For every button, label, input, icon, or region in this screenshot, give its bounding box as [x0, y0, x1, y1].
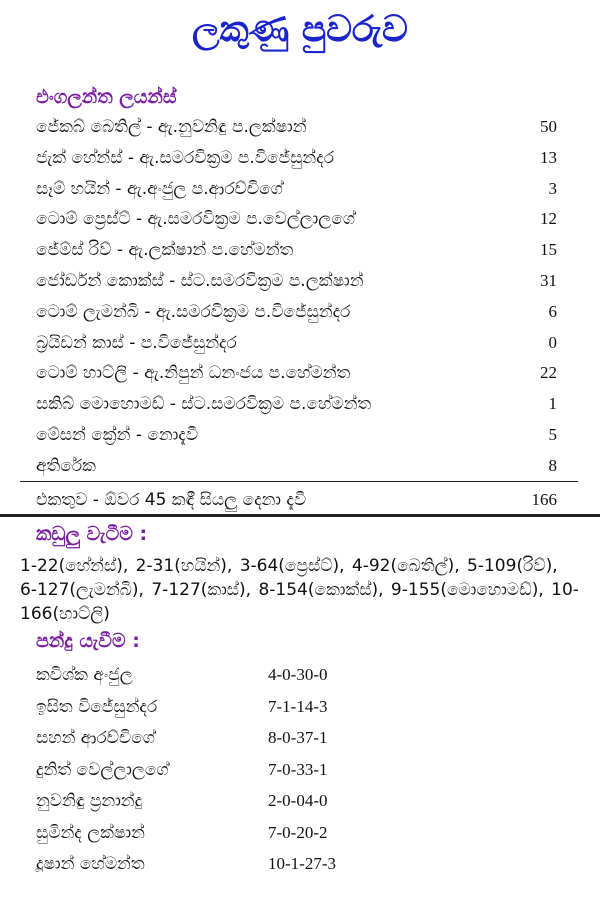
batting-row	[36, 328, 557, 358]
batsman-runs: 6	[548, 301, 557, 321]
batsman-dismissal: මේසන් ක්‍රේන් - නොදැවී	[36, 425, 199, 445]
bowler-figures: 4-0-30-0	[268, 665, 328, 684]
batsman-dismissal: සෑම් හයින් - ඇ.අංජුල ප.ආරච්චිගේ	[36, 178, 283, 199]
batting-row	[36, 235, 557, 265]
bowling-heading: පන්දු යැවීම :	[36, 630, 140, 652]
batsman-runs: 3	[548, 178, 557, 198]
batting-row	[36, 112, 557, 142]
batsman-runs: 12	[540, 209, 557, 229]
batsman-runs: 50	[540, 117, 557, 136]
fow-text: 1-22(හේන්ස්), 2-31(හයින්), 3-64(ප්‍රෙස්ට්), 4-92(බෙතිල්), 5-109(රිව්), 6-127(ලැමන්බි), 7-127(කාස්), 8-154(කොක්ස්), 9-155(මොහොමඩ්), 10-166(හාට්ලි)	[20, 556, 579, 624]
bowler-figures: 7-0-33-1	[268, 759, 328, 779]
total-row	[36, 485, 557, 515]
bowler-figures: 10-1-27-3	[268, 854, 336, 873]
bowler-name: සහන් ආරච්චිගේ	[36, 728, 155, 748]
bowling-row	[36, 692, 556, 722]
batting-row	[36, 143, 557, 173]
batting-row	[36, 266, 557, 296]
batsman-dismissal: බ්‍රයිඩන් කාස් - ප.විජේසුන්දර	[36, 332, 237, 353]
bowling-row	[36, 786, 556, 816]
batting-heading: එංගලන්ත ලයන්ස්	[36, 86, 177, 108]
bowling-row	[36, 755, 556, 785]
batsman-runs: 1	[548, 394, 557, 414]
total-label: එකතුව - ඕවර 45 කඳී සියලු දෙනා දැවී	[36, 490, 307, 510]
batting-row	[36, 420, 557, 450]
bowler-figures: 8-0-37-1	[268, 728, 328, 747]
batsman-dismissal: ජේම්ස් රිව් - ඇ.ලක්ෂාන් ප.හේමන්ත	[36, 240, 294, 261]
batting-row	[36, 389, 557, 419]
batsman-dismissal: ටොම් ප්‍රෙස්ට් - ඇ.සමරවික්‍රම ප.වෙල්ලාලගේ	[36, 209, 355, 230]
page-title: ලකුණු පුවරුව	[192, 9, 408, 50]
batsman-dismissal: ටොම් හාට්ලි - ඇ.නිපුන් ධනංජය ප.හේමන්ත	[36, 363, 351, 384]
batsman-runs: 0	[548, 332, 557, 352]
batsman-runs: 31	[540, 271, 557, 290]
batsman-runs: 8	[548, 455, 557, 475]
batting-row	[36, 358, 557, 388]
bowler-figures: 7-0-20-2	[268, 822, 328, 842]
bowler-name: දූෂාන් හේමන්ත	[36, 854, 145, 874]
bowling-row	[36, 660, 556, 690]
batsman-runs: 13	[540, 147, 557, 167]
bowling-row	[36, 723, 556, 753]
batsman-runs: 22	[540, 363, 557, 383]
batsman-runs: 5	[548, 425, 557, 444]
batsman-dismissal: ජැක් හේන්ස් - ඇ.සමරවික්‍රම ප.විජේසුන්දර	[36, 147, 334, 168]
batsman-dismissal: අතිරේක	[36, 455, 96, 476]
batsman-dismissal: ජේකබ් බෙතිල් - ඇ.නුවනිඳු ප.ලක්ෂාන්	[36, 117, 307, 137]
batsman-dismissal: ටොම් ලැමන්බි - ඇ.සමරවික්‍රම ප.විජේසුන්දර	[36, 301, 351, 322]
bowler-name: ඉසිත විජේසුන්දර	[36, 696, 158, 717]
total-divider	[20, 481, 578, 482]
bowling-row	[36, 849, 556, 879]
bowler-name: සුමින්ද ලක්ෂාන්	[36, 822, 145, 843]
batsman-runs: 15	[540, 240, 557, 260]
bowler-name: නුවනිඳු ප්‍රනාන්දු	[36, 791, 143, 811]
batsman-dismissal: ජෝර්ඩන් කොක්ස් - ස්ට.සමරවික්‍රම ප.ලක්ෂාන්	[36, 271, 364, 291]
fow-heading: කඩුලු වැටීම :	[36, 523, 148, 545]
section-divider	[0, 514, 600, 517]
batting-row	[36, 174, 557, 204]
bowler-figures: 7-1-14-3	[268, 696, 328, 716]
batsman-dismissal: සකිබ් මොහොමඩ් - ස්ට.සමරවික්‍රම ප.හේමන්ත	[36, 394, 372, 415]
batting-row	[36, 451, 557, 481]
bowler-name: කවිශ්ක අංජුල	[36, 665, 133, 685]
batting-row	[36, 204, 557, 234]
total-runs: 166	[531, 490, 557, 509]
batting-row	[36, 297, 557, 327]
bowler-figures: 2-0-04-0	[268, 791, 328, 810]
bowler-name: දුනිත් වෙල්ලාලගේ	[36, 759, 169, 780]
bowling-row	[36, 818, 556, 848]
